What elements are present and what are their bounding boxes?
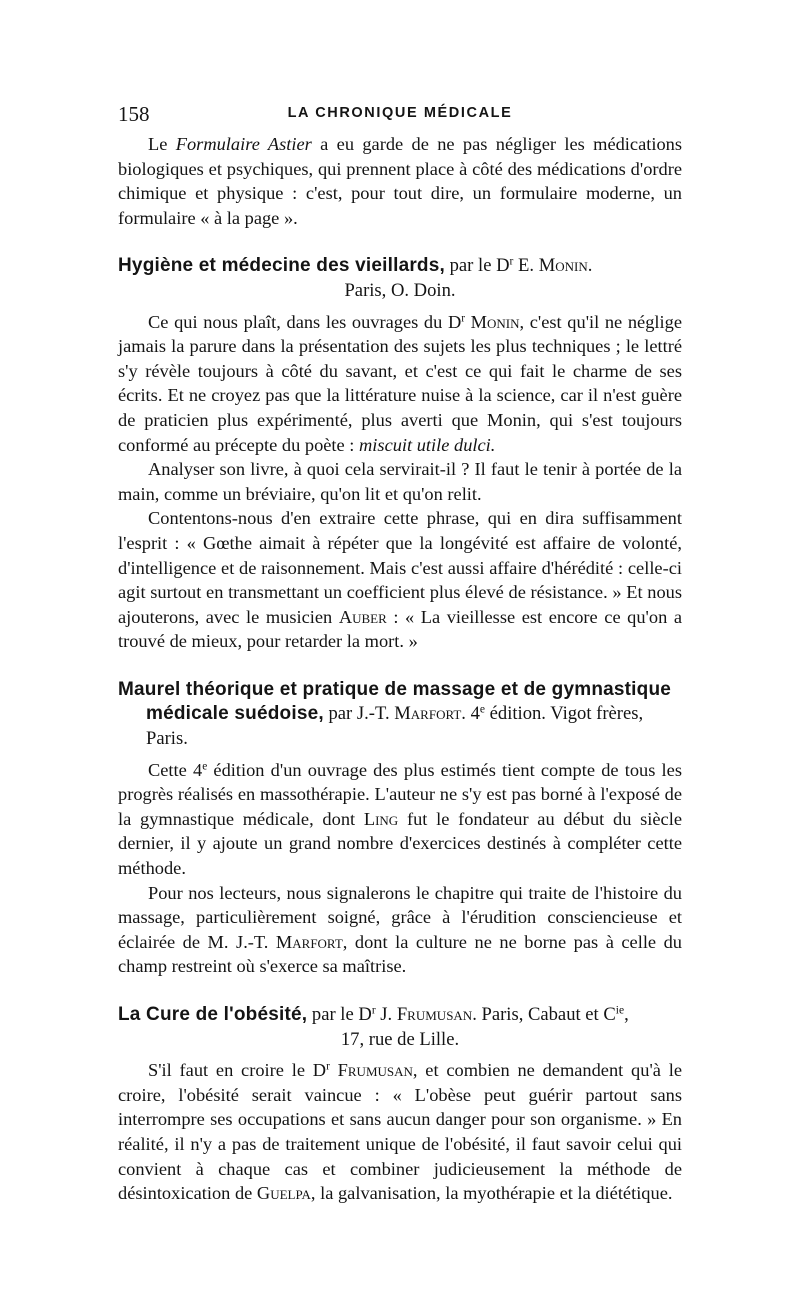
text-run: . 4	[461, 703, 480, 725]
text-run	[330, 1060, 338, 1080]
review-paragraph	[118, 310, 682, 458]
author-name: Marfort	[275, 931, 343, 952]
review-massage	[118, 678, 682, 979]
person-name: Ling	[363, 808, 399, 829]
running-head	[118, 102, 682, 132]
text-run: Ce qui nous plaît, dans les ouvrages du D	[148, 311, 462, 332]
review-obesite	[118, 1003, 682, 1206]
text-run: par le D	[307, 1004, 372, 1025]
author-name: Monin	[538, 255, 588, 277]
text-run: E.	[513, 255, 539, 277]
review-paragraph	[118, 1058, 682, 1206]
text-run: ,	[624, 1004, 629, 1025]
review-paragraph	[118, 506, 682, 654]
text-run: fut le fondateur au début du siècle dernier, il y ajoute un grand nombre d'exercices destinés à compléter cette méthode.	[118, 808, 682, 879]
superscript: e	[202, 760, 208, 773]
person-name: Guelpa	[256, 1183, 311, 1204]
text-run: , et combien ne demandent qu'à le croire, l'obésité serait vaincue : « L'obèse peut guérir partout sans interrompre ses occupations et sans aucun danger pour son organisme. » En réalité, il n'y a pas de traitement unique de l'obésité, il faut savoir celui qui convient à chaque cas et combiner judicieusement la méthode de désintoxication de	[118, 1060, 682, 1204]
superscript: e	[479, 704, 486, 717]
superscript: ie	[615, 1004, 625, 1017]
review-title: La Cure de l'obésité,	[118, 1004, 308, 1025]
text-run: Le	[148, 134, 176, 154]
text-run: édition d'un ouvrage des plus estimés tient compte de tous les progrès réalisés en massothérapie. L'auteur ne s'y est pas borné à l'exposé de la gymnastique médicale, dont	[118, 759, 682, 829]
publisher-address: 17, rue de Lille.	[340, 1028, 460, 1050]
text-run: .	[587, 255, 593, 277]
text-run: édition. Vigot frères, Paris.	[146, 703, 644, 750]
text-run: S'il faut en croire le D	[148, 1060, 327, 1081]
text-run: , la galvanisation, la myothérapie et la diététique.	[310, 1183, 673, 1204]
text-run: Contentons-nous d'en extraire cette phrase, qui en dira suffisamment l'esprit : « Gœthe aimait à répéter que la longévité est affaire de volonté, d'intelligence et de raisonnement. Mais c'est aussi affaire d'hérédité : celle-ci agit surtout en transmettant un coefficient plus élevé de résistance. » Et nous ajouterons, avec le musicien	[118, 508, 682, 627]
review-paragraph	[118, 758, 682, 881]
intro-paragraph	[118, 132, 682, 230]
text-run: par le D	[444, 255, 510, 277]
review-paragraph	[118, 881, 682, 979]
text-run: par J.-T.	[323, 703, 395, 725]
book-title-italic: Formulaire Astier	[175, 134, 312, 154]
review-heading	[118, 254, 682, 303]
review-title: Hygiène et médecine des vieillards,	[118, 255, 445, 277]
text-run: a eu garde de ne pas négliger les médications biologiques et psychiques, qui prennent place à côté des médications d'ordre chimique et physique : c'est, pour tout dire, un formulaire moderne, un formulaire « à la page ».	[118, 134, 683, 228]
author-name: Frumusan	[337, 1060, 413, 1081]
author-name: Frumusan	[396, 1004, 473, 1025]
author-name: Monin	[470, 311, 520, 332]
superscript: r	[461, 312, 466, 325]
publisher-line: Paris, O. Doin.	[344, 279, 456, 301]
text-run: , c'est qu'il ne néglige jamais la parure dans la présentation des sujets les plus techniques ; le lettré s'y révèle toujours à côté du savant, et c'est ce qui fait le charme de ses écrits. Et ne croyez pas que la littérature nuise à la science, car il n'est guère de praticien plus expérimenté, plus averti que Monin, qui s'est toujours conformé au précepte du poète :	[118, 311, 682, 455]
review-paragraph: Analyser son livre, à quoi cela servirait-il ? Il faut le tenir à portée de la main, comme un bréviaire, qu'on lit et qu'on relit.	[118, 459, 682, 504]
superscript: r	[371, 1004, 376, 1017]
latin-quote: miscuit utile dulci.	[359, 434, 496, 455]
running-title: LA CHRONIQUE MÉDICALE	[287, 105, 513, 121]
text-run: J.	[375, 1004, 397, 1025]
author-name: Marfort	[394, 703, 462, 725]
text-run: . Paris, Cabaut et C	[472, 1004, 616, 1025]
review-heading	[118, 1003, 682, 1052]
text-run: Cette 4	[148, 759, 203, 780]
text-run: Pour nos lecteurs, nous signalerons le chapitre qui traite de l'histoire du massage, particulièrement soigné, grâce à l'érudition consciencieuse et éclairée de M. J.-T.	[118, 882, 682, 952]
review-hygiene	[118, 254, 682, 654]
superscript: r	[326, 1060, 330, 1073]
review-heading	[118, 678, 682, 752]
text-run: : « La vieillesse est encore ce qu'on a trouvé de mieux, pour retarder la mort. »	[118, 606, 682, 652]
person-name: Auber	[338, 606, 387, 627]
text-run: , dont la culture ne ne borne pas à celle du champ restreint où s'exerce sa maîtrise.	[118, 931, 682, 977]
superscript: r	[509, 256, 514, 269]
page-number: 158	[118, 102, 150, 126]
review-title: Maurel théorique et pratique de massage et de gymnastique médicale suédoise,	[118, 678, 672, 725]
